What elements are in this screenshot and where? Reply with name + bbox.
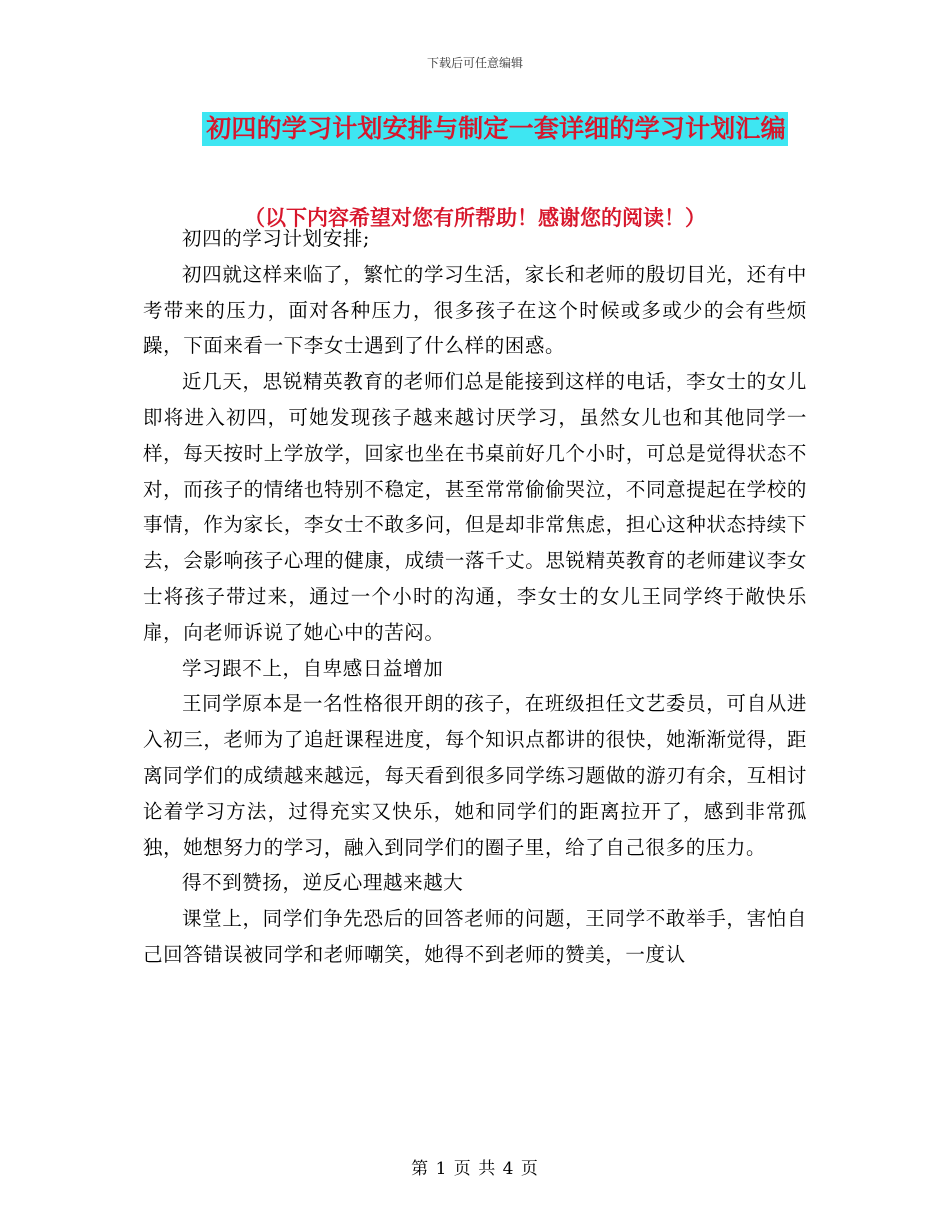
section-heading: 得不到赞扬，逆反心理越来越大	[182, 871, 464, 895]
section-heading: 学习跟不上，自卑感日益增加	[182, 656, 444, 680]
page-number-footer: 第 1 页 共 4 页	[411, 1159, 539, 1179]
body-paragraph: 初四就这样来临了，繁忙的学习生活，家长和老师的殷切目光，还有中考带来的压力，面对各种压力，很多孩子在这个时候或多或少的会有些烦躁，下面来看一下李女士遇到了什么样的困惑。	[143, 262, 807, 358]
body-paragraph: 初四的学习计划安排;	[182, 227, 371, 250]
body-paragraph: 近几天，思锐精英教育的老师们总是能接到这样的电话，李女士的女儿即将进入初四，可她发现孩子越来越讨厌学习，虽然女儿也和其他同学一样，每天按时上学放学，回家也坐在书桌前好几个小时，可总是觉得状态不对，而孩子的情绪也特别不稳定，甚至常常偷偷哭泣，不同意提起在学校的事情，作为家长，李女士不敢多问，但是却非常焦虑，担心这种状态持续下去，会影响孩子心理的健康，成绩一落千丈。思锐精英教育的老师建议李女士将孩子带过来，通过一个小时的沟通，李女士的女儿王同学终于敞快乐扉，向老师诉说了她心中的苦闷。	[143, 370, 807, 644]
document-subtitle: （以下内容希望对您有所帮助！感谢您的阅读！）	[244, 205, 706, 230]
title-container	[0, 112, 950, 146]
page-header-note: 下载后可任意编辑	[426, 56, 523, 70]
body-paragraph: 王同学原本是一名性格很开朗的孩子，在班级担任文艺委员，可自从进入初三，老师为了追赶课程进度，每个知识点都讲的很快，她渐渐觉得，距离同学们的成绩越来越远，每天看到很多同学练习题做的游刃有余，互相讨论着学习方法，过得充实又快乐，她和同学们的距离拉开了，感到非常孤独，她想努力的学习，融入到同学们的圈子里，给了自己很多的压力。	[143, 692, 807, 859]
document-title: 初四的学习计划安排与制定一套详细的学习计划汇编	[202, 112, 788, 146]
document-body	[143, 221, 807, 973]
body-paragraph: 课堂上，同学们争先恐后的回答老师的问题，王同学不敢举手，害怕自己回答错误被同学和老师嘲笑，她得不到老师的赞美，一度认	[143, 907, 807, 966]
